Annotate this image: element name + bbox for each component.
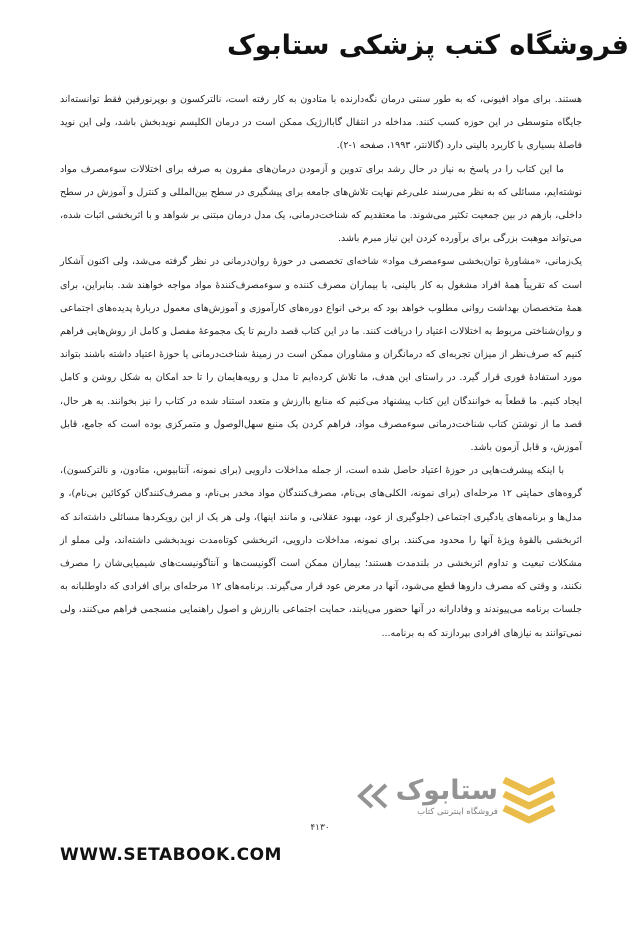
book-stack-icon xyxy=(498,770,560,826)
page-number: ۴۱۳۰ xyxy=(310,823,330,833)
watermark-logo xyxy=(350,768,565,830)
page-body xyxy=(60,88,582,645)
paragraph-2: ما این کتاب را در پاسخ به نیاز در حال رشد برای تدوین و آزمودن درمان‌های مقرون به صرفه برای اختلالات سوءمصرف مواد نوشته‌ایم، مسائلی که به نظر می‌رسند علی‌رغم نهایت تلاش‌های جامعه برای پیشگیری در سطح بین‌المللی و کنترل و آموزش در سطح داخلی، بازهم در بین جمعیت تکثیر می‌شوند. ما معتقدیم که شناخت‌درمانی، یک مدل درمان مبتنی بر شواهد و با اثربخشی اثبات شده، می‌تواند موهبت بزرگی برای برآورده کردن این نیاز مبرم باشد. xyxy=(60,163,582,245)
paragraph-3: یک‌زمانی، «مشاورهٔ توان‌بخشی سوءمصرف مواد» شاخه‌ای تخصصی در حوزهٔ روان‌درمانی در نظر گرفته می‌شد، ولی اکنون آشکار است که تقریباً همهٔ افراد مشغول به کار بالینی، با بیماران مصرف کننده و سوءمصرف‌کنندهٔ مواد مواجه خواهند شد. بنابراین، برای همهٔ متخصصان بهداشت روانی مطلوب خواهد بود که برخی انواع دوره‌های کارآموزی و آموزش‌های معمول دربارهٔ پدیده‌های اجتماعی و روان‌شناختی مربوط به اختلالات اعتیاد را دریافت کنند. ما در این کتاب قصد داریم تا یک مجموعهٔ مفصل و کامل از روش‌هایی فراهم کنیم که صرف‌نظر از میزان تجربه‌ای که درمانگران و مشاوران ممکن است در زمینهٔ شناخت‌درمانی یا حوزهٔ اعتیاد داشته باشند بتواند مورد استفادهٔ فوری قرار گیرد. در راستای این هدف، ما تلاش کرده‌ایم تا مدل و رویه‌هایمان را تا حد امکان به شکل روشن و کامل ایجاد کنیم. ما قطعاً به خوانندگان این کتاب پیشنهاد می‌کنیم که منابع باارزش و متعدد استناد شده در کتاب را نیز بخوانند. به هر حال، قصد ما از نوشتن کتاب شناخت‌درمانی سوءمصرف مواد، فراهم کردن یک منبع سهل‌الوصول و متمرکزی بوده است که جامع، قابل آموزش، و قابل آزمون باشد. xyxy=(60,256,582,454)
double-chevron-icon xyxy=(350,782,394,810)
watermark-name: ستابوک xyxy=(395,775,498,806)
paragraph-4: با اینکه پیشرفت‌هایی در حوزهٔ اعتیاد حاصل شده است، از جمله مداخلات دارویی (برای نمونه، آنتابیوس، متادون، و نالترکسون)، گروه‌های حمایتی ۱۲ مرحله‌ای (برای نمونه، الکلی‌های بی‌نام، مصرف‌کنندگان مواد مخدر بی‌نام، و مصرف‌کنندگان کوکائین بی‌نام)، و مدل‌ها و برنامه‌های یادگیری اجتماعی (جلوگیری از عود، بهبود عقلانی، و مانند اینها)، ولی هر یک از این رویکردها مسائلی داشته‌اند که اثربخشی بالقوهٔ ویژهٔ آنها را محدود می‌کنند. برای نمونه، مداخلات دارویی، اثربخشی کوتاه‌مدت نویدبخشی داشته‌اند، ولی مملو از مشکلات تبعیت و تداوم اثربخشی در بلندمدت هستند؛ بیماران ممکن است آگونیست‌ها و آنتاگونیست‌های شیمیایی‌شان را مصرف نکنند، و وقتی که مصرف داروها قطع می‌شود، آنها در معرض عود قرار می‌گیرند. برنامه‌های ۱۲ مرحله‌ای برای افرادی که داوطلبانه به جلسات برنامه می‌پیوندند و وفادارانه در آنها حضور می‌یابند، حمایت اجتماعی باارزش و اصول راهنمایی منسجمی فراهم می‌کنند، ولی نمی‌توانند به نیازهای افرادی بپردازند که به برنامه... xyxy=(60,465,583,639)
watermark-slogan: فروشگاه اینترنتی کتاب xyxy=(417,807,498,817)
page-title: فروشگاه کتب پزشکی ستابوک xyxy=(226,30,629,61)
site-url: WWW.SETABOOK.COM xyxy=(60,845,282,865)
paragraph-1: هستند. برای مواد افیونی، که به طور سنتی درمان نگه‌دارنده با متادون به کار رفته است، نالترکسون و بوپرنورفین فقط توانسته‌اند جایگاه متوسطی در این حوزه کسب کنند. مداخله در انتقال گاباارژیک ممکن است در درمان الکلیسم نویدبخش باشد، ولی این نوید فاصلهٔ بسیاری با کاربرد بالینی دارد (گالانتر، ۱۹۹۳، صفحه ۱-۲). xyxy=(60,94,582,152)
